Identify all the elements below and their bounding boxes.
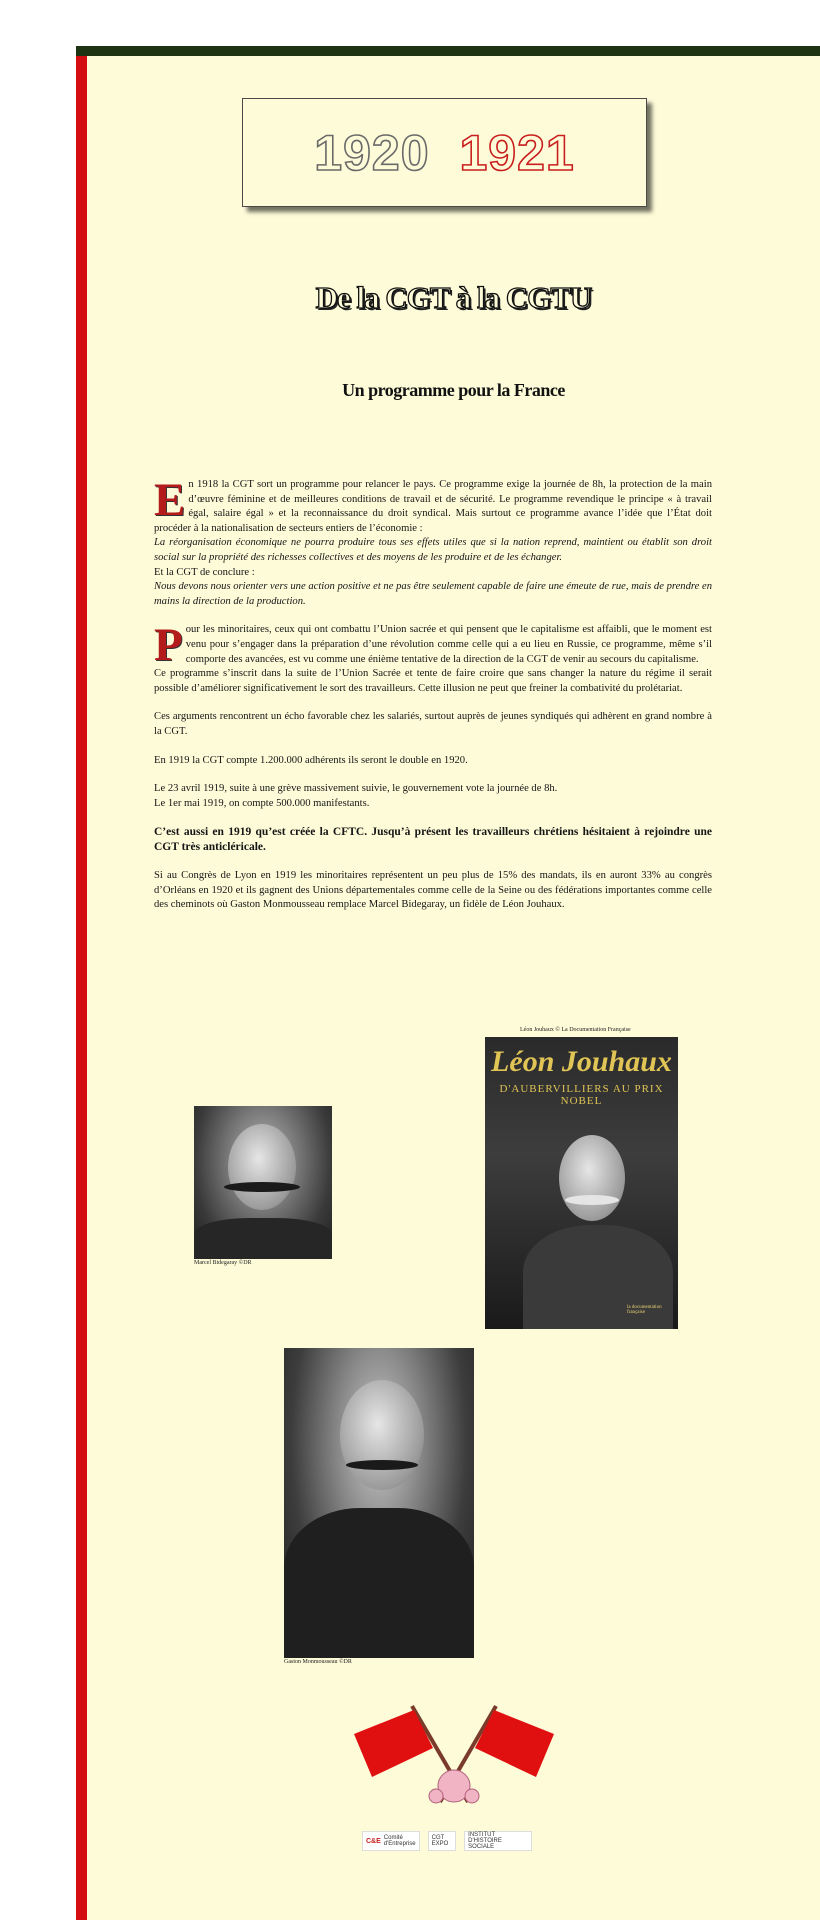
bidegaray-mustache	[224, 1182, 300, 1192]
logo-ce: C&E Comité d'Entreprise	[362, 1831, 420, 1851]
jouhaux-poster	[485, 1037, 678, 1329]
jouhaux-poster-brand: la documentation française	[627, 1305, 662, 1315]
jouhaux-mustache	[565, 1195, 619, 1205]
emblem-hand-right	[465, 1789, 479, 1803]
logo-ihs: INSTITUT D'HISTOIRE SOCIALE	[464, 1831, 532, 1851]
section-1-conclusion-quote: Nous devons nous orienter vers une action positive et ne pas être seulement capable de faire une émeute de rue, mais de prendre en mains la direction de la production.	[154, 581, 712, 607]
drop-cap-e: E	[154, 474, 186, 526]
section-1-conclusion-lead: Et la CGT de conclure :	[154, 566, 255, 578]
monmousseau-caption: Gaston Monmousseau ©DR	[284, 1659, 352, 1665]
crossed-red-flags-emblem	[350, 1700, 560, 1815]
monmousseau-coat	[284, 1508, 474, 1658]
year-right: 1921	[459, 124, 575, 181]
section-1-paragraph	[154, 474, 712, 609]
bidegaray-face	[228, 1124, 296, 1210]
footer-logos	[362, 1830, 532, 1852]
drop-cap-p: P	[154, 619, 183, 672]
page-subtitle: Un programme pour la France	[342, 380, 565, 400]
paragraph-4: En 1919 la CGT compte 1.200.000 adhérents ils seront le double en 1920.	[154, 754, 468, 766]
monmousseau-mustache	[346, 1460, 418, 1470]
jouhaux-poster-title: Léon Jouhaux	[491, 1045, 672, 1078]
paragraph-5a: Le 23 avril 1919, suite à une grève massivement suivie, le gouvernement vote la journée de 8h.	[154, 783, 558, 795]
logo-expo: CGT EXPO	[428, 1831, 457, 1851]
left-red-border	[76, 56, 87, 1920]
bidegaray-photo	[194, 1106, 332, 1259]
section-2-text-2: Ce programme s’inscrit dans la suite de l’Union Sacrée et tente de faire croire que sans changer la nature du régime il serait possible d’améliorer significativement le sort des travailleurs. Cette illusion ne peut que freiner la combativité du prolétariat.	[154, 668, 712, 694]
emblem-hand-left	[429, 1789, 443, 1803]
monmousseau-photo	[284, 1348, 474, 1658]
bidegaray-coat	[194, 1218, 332, 1259]
monmousseau-face	[340, 1380, 424, 1490]
jouhaux-face	[559, 1135, 625, 1221]
year-left: 1920	[314, 124, 430, 181]
jouhaux-poster-subtitle: D'AUBERVILLIERS AU PRIX NOBEL	[499, 1083, 664, 1107]
paragraph-6-bold: C’est aussi en 1919 qu’est créée la CFTC. Jusqu’à présent les travailleurs chrétiens hésitaient à rejoindre une CGT très anticléricale.	[154, 826, 712, 854]
top-bar	[76, 46, 820, 56]
section-1-text: n 1918 la CGT sort un programme pour relancer le pays. Ce programme exige la journée de 8h, la protection de la main d’œuvre féminine et de meilleures conditions de travail et de sécurité. Le programme revendique le principe « à travail égal, salaire égal » et la reconnaissance du droit syndical. Mais surtout ce programme avance l’idée que l’État doit procéder à la nationalisation de secteurs entiers de l’économie :	[154, 479, 712, 534]
article-body	[154, 474, 712, 913]
paragraph-5b: Le 1er mai 1919, on compte 500.000 manifestants.	[154, 797, 370, 809]
bidegaray-caption: Marcel Bidegaray ©DR	[194, 1260, 252, 1266]
paragraph-7: Si au Congrès de Lyon en 1919 les minoritaires représentent un peu plus de 15% des mandats, ils en auront 33% au congrès d’Orléans en 1920 et ils gagnent des Unions départementales comme celle de la Seine ou des fédérations importantes comme celle des cheminots où Gaston Monmousseau remplace Marcel Bidegaray, un fidèle de Léon Jouhaux.	[154, 870, 712, 911]
jouhaux-caption: Léon Jouhaux © La Documentation Française	[520, 1027, 631, 1033]
section-1-quote: La réorganisation économique ne pourra produire tous ses effets utiles que si la nation reprend, maintient ou établit son droit social sur la propriété des richesses collectives et des moyens de les produire et de les échanger.	[154, 537, 712, 563]
page-title: De la CGT à la CGTU	[315, 280, 592, 315]
section-2-paragraph	[154, 619, 712, 696]
section-2-text: our les minoritaires, ceux qui ont combattu l’Union sacrée et qui pensent que le capitalisme est affaibli, que le moment est venu pour s’engager dans la préparation d’une révolution comme celle qui a eu lieu en Russie, ce programme, même s’il comporte des avancées, est vu comme une énième tentative de la direction de la CGT de venir au secours du capitalisme.	[185, 624, 712, 665]
paragraph-3: Ces arguments rencontrent un écho favorable chez les salariés, surtout auprès de jeunes syndiqués qui adhèrent en grand nombre à la CGT.	[154, 711, 712, 737]
year-box	[242, 98, 647, 207]
